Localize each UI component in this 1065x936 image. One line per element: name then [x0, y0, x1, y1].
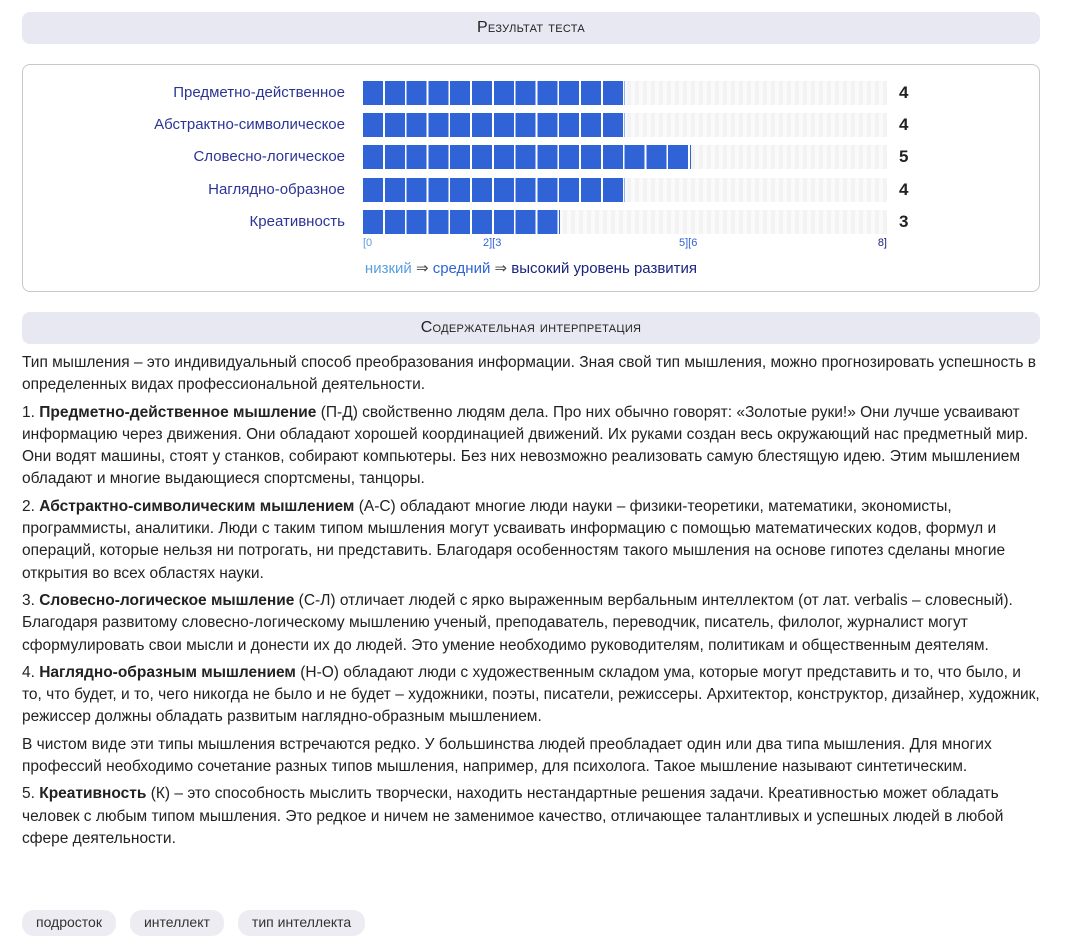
note-paragraph: В чистом виде эти типы мышления встречаются редко. У большинства людей преобладает один или два типа мышления. Для многих профессий необходимо сочетание разных типов мышления, например, для психолога. Такое мышление называют синтетическим. — [22, 735, 992, 776]
bar-track — [363, 178, 887, 202]
scale-axis — [363, 237, 887, 251]
term: Словесно-логическое мышление — [39, 591, 295, 609]
tag-teenager[interactable]: подросток — [22, 910, 116, 936]
scale-label: Предметно-действенное — [173, 84, 345, 101]
bar-fill — [363, 210, 560, 234]
bar-fill — [363, 81, 625, 105]
item-paragraph-1: 1. Предметно-действенное мышление (П-Д) свойственно людям дела. Про них обычно говорят: «Золотые руки!» Они лучше усваивают информацию через движения. Они обладают хорошей координацией движений. Их руками создан весь окружающий нас предметный мир. Они водят машины, стоят у станков, собирают компьютеры. Без них невозможно реализовать самую блестящую идею. Этим мышлением обладают и многие выдающиеся спортсмены, танцоры. — [22, 403, 1029, 488]
intro-paragraph: Тип мышления – это индивидуальный способ преобразования информации. Зная свой тип мышления, можно прогнозировать успешность в определенных видах профессиональной деятельности. — [22, 354, 1036, 394]
bar-track — [363, 145, 887, 169]
result-section-header: Результат теста — [22, 12, 1040, 44]
bar-track — [363, 113, 887, 137]
arrow-icon: ⇒ — [490, 260, 512, 277]
scale-row-verbal-logical — [23, 145, 1039, 169]
axis-tick-5-6: 5][6 — [679, 237, 698, 249]
scale-label: Словесно-логическое — [193, 148, 345, 165]
legend-mid: средний — [432, 260, 491, 277]
score-value: 4 — [899, 83, 909, 102]
item-paragraph-2: 2. Абстрактно-символическим мышлением (А-С) обладают многие люди науки – физики-теоретики, математики, экономисты, программисты, аналитики. Люди с таким типом мышления могут усваивать информацию с помощью математических кодов, формул и операций, которые нельзя ни потрогать, ни представить. Благодаря особенностям такого мышления на основе гипотез сделаны многие открытия во всех областях науки. — [22, 497, 1006, 582]
bar-fill — [363, 145, 691, 169]
axis-tick-8: 8] — [877, 237, 887, 249]
scale-label: Наглядно-образное — [208, 181, 345, 198]
term: Креативность — [39, 785, 147, 803]
score-value: 4 — [899, 115, 909, 134]
item-paragraph-5: 5. Креативность (К) – это способность мыслить творчески, находить нестандартные решения задачи. Креативностью может обладать человек с любым типом мышления. Это редкое и ничем не заменимое качество, отличающее талантливых и успешных людей в любой сфере деятельности. — [22, 785, 1004, 847]
bar-track — [363, 210, 887, 234]
tag-intelligence-type[interactable]: тип интеллекта — [238, 910, 365, 936]
interpretation-text — [22, 352, 1042, 855]
scale-label: Абстрактно-символическое — [154, 116, 345, 133]
bar-fill — [363, 113, 625, 137]
result-panel — [22, 64, 1040, 292]
scale-row-abstract-symbolic — [23, 113, 1039, 137]
scale-row-subject-action — [23, 81, 1039, 105]
term: Предметно-действенное мышление — [39, 403, 317, 421]
bar-fill — [363, 178, 625, 202]
scale-row-visual-figurative — [23, 178, 1039, 202]
level-legend — [23, 259, 1039, 277]
term: Наглядно-образным мышлением — [39, 663, 296, 681]
legend-high: высокий уровень развития — [511, 260, 698, 277]
bar-track — [363, 81, 887, 105]
axis-tick-2-3: 2][3 — [483, 237, 502, 249]
arrow-icon: ⇒ — [411, 260, 433, 277]
legend-low: низкий — [364, 260, 412, 277]
scale-row-creativity — [23, 210, 1039, 234]
scale-label: Креативность — [249, 213, 345, 230]
tag-list — [22, 910, 365, 936]
item-paragraph-3: 3. Словесно-логическое мышление (С-Л) отличает людей с ярко выраженным вербальным интеллектом (от лат. verbalis – словесный). Благодаря развитому словесно-логическому мышлению ученый, преподаватель, переводчик, писатель, филолог, журналист могут сформулировать свои мысли и донести их до людей. Это умение необходимо руководителям, политикам и общественным деятелям. — [22, 591, 1013, 654]
score-value: 5 — [899, 147, 909, 166]
axis-tick-0: [0 — [363, 237, 373, 249]
score-value: 4 — [899, 180, 909, 199]
interpretation-section-header: Содержательная интерпретация — [22, 312, 1040, 344]
item-paragraph-4: 4. Наглядно-образным мышлением (Н-О) обладают люди с художественным складом ума, которые могут представить и то, что было, и то, что будет, и то, чего никогда не было и не будет – художники, поэты, писатели, режиссеры. Архитектор, конструктор, дизайнер, художник, режиссер должны обладать развитым наглядно-образным мышлением. — [22, 663, 1040, 726]
score-value: 3 — [899, 212, 909, 231]
tag-intelligence[interactable]: интеллект — [130, 910, 224, 936]
term: Абстрактно-символическим мышлением — [39, 497, 355, 515]
